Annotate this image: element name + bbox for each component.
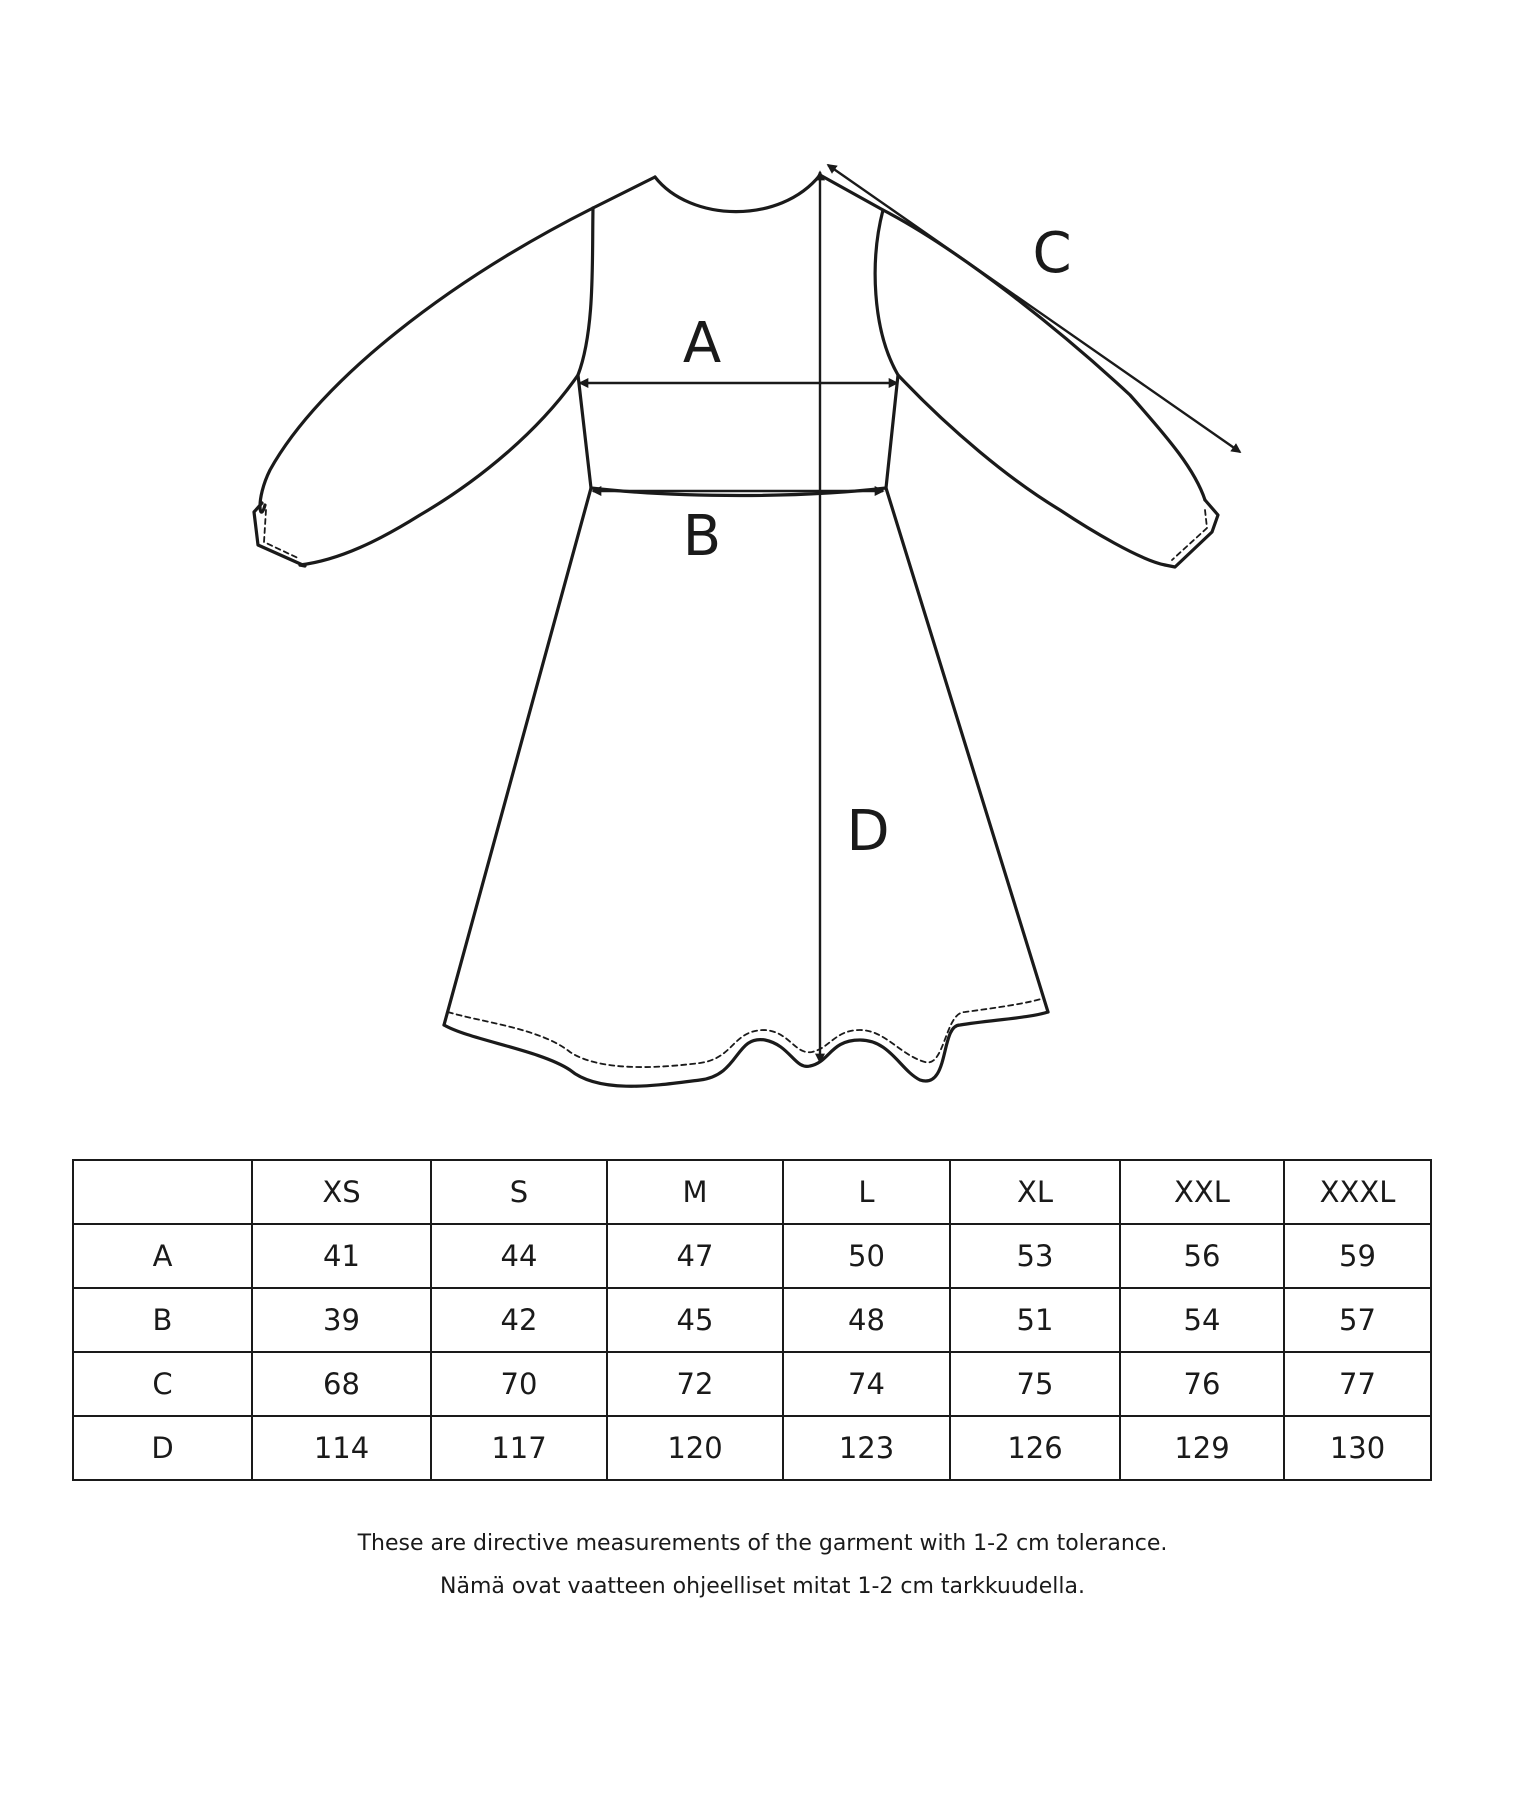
table-row xyxy=(73,1288,1431,1352)
right-cuff xyxy=(1165,500,1218,567)
header-cell: S xyxy=(431,1160,607,1224)
table-cell: 39 xyxy=(252,1288,431,1352)
skirt-hem xyxy=(444,1012,1048,1086)
measurement-c-arrow xyxy=(828,165,1240,452)
left-shoulder xyxy=(593,177,655,208)
table-cell: 120 xyxy=(607,1416,783,1480)
bodice-right-side xyxy=(886,375,898,488)
table-cell: 114 xyxy=(252,1416,431,1480)
table-cell: 50 xyxy=(783,1224,950,1288)
table-cell: 54 xyxy=(1120,1288,1284,1352)
row-label: D xyxy=(73,1416,252,1480)
skirt-right-side xyxy=(886,488,1048,1012)
neckline xyxy=(655,175,820,212)
table-cell: 53 xyxy=(950,1224,1120,1288)
table-cell: 130 xyxy=(1284,1416,1431,1480)
left-sleeve xyxy=(260,208,593,565)
table-header-row xyxy=(73,1160,1431,1224)
table-cell: 41 xyxy=(252,1224,431,1288)
table-cell: 129 xyxy=(1120,1416,1284,1480)
table-cell: 76 xyxy=(1120,1352,1284,1416)
header-cell: XS xyxy=(252,1160,431,1224)
skirt-left-side xyxy=(444,488,591,1025)
table-cell: 42 xyxy=(431,1288,607,1352)
header-cell: XXXL xyxy=(1284,1160,1431,1224)
header-cell: XL xyxy=(950,1160,1120,1224)
bodice-left-side xyxy=(578,375,591,488)
header-cell: XXL xyxy=(1120,1160,1284,1224)
header-cell xyxy=(73,1160,252,1224)
table-cell: 56 xyxy=(1120,1224,1284,1288)
table-cell: 70 xyxy=(431,1352,607,1416)
table-cell: 51 xyxy=(950,1288,1120,1352)
size-table xyxy=(72,1159,1432,1481)
row-label: B xyxy=(73,1288,252,1352)
label-c: C xyxy=(1032,221,1072,286)
table-cell: 59 xyxy=(1284,1224,1431,1288)
table-cell: 117 xyxy=(431,1416,607,1480)
header-cell: L xyxy=(783,1160,950,1224)
tolerance-note-finnish: Nämä ovat vaatteen ohjeelliset mitat 1-2 cm tarkkuudella. xyxy=(440,1574,1085,1599)
table-cell: 44 xyxy=(431,1224,607,1288)
table-cell: 74 xyxy=(783,1352,950,1416)
tolerance-note-english: These are directive measurements of the garment with 1-2 cm tolerance. xyxy=(357,1531,1168,1556)
table-cell: 77 xyxy=(1284,1352,1431,1416)
table-cell: 75 xyxy=(950,1352,1120,1416)
label-b: B xyxy=(682,504,722,569)
table-row xyxy=(73,1352,1431,1416)
row-label: C xyxy=(73,1352,252,1416)
label-a: A xyxy=(682,311,722,376)
table-cell: 45 xyxy=(607,1288,783,1352)
table-cell: 47 xyxy=(607,1224,783,1288)
table-cell: 57 xyxy=(1284,1288,1431,1352)
label-d: D xyxy=(846,799,890,864)
table-row xyxy=(73,1224,1431,1288)
dress-outline xyxy=(254,175,1218,1086)
measurement-arrows xyxy=(580,165,1240,1062)
table-row xyxy=(73,1416,1431,1480)
header-cell: M xyxy=(607,1160,783,1224)
table-cell: 68 xyxy=(252,1352,431,1416)
row-label: A xyxy=(73,1224,252,1288)
table-cell: 72 xyxy=(607,1352,783,1416)
table-cell: 48 xyxy=(783,1288,950,1352)
table-cell: 126 xyxy=(950,1416,1120,1480)
table-cell: 123 xyxy=(783,1416,950,1480)
